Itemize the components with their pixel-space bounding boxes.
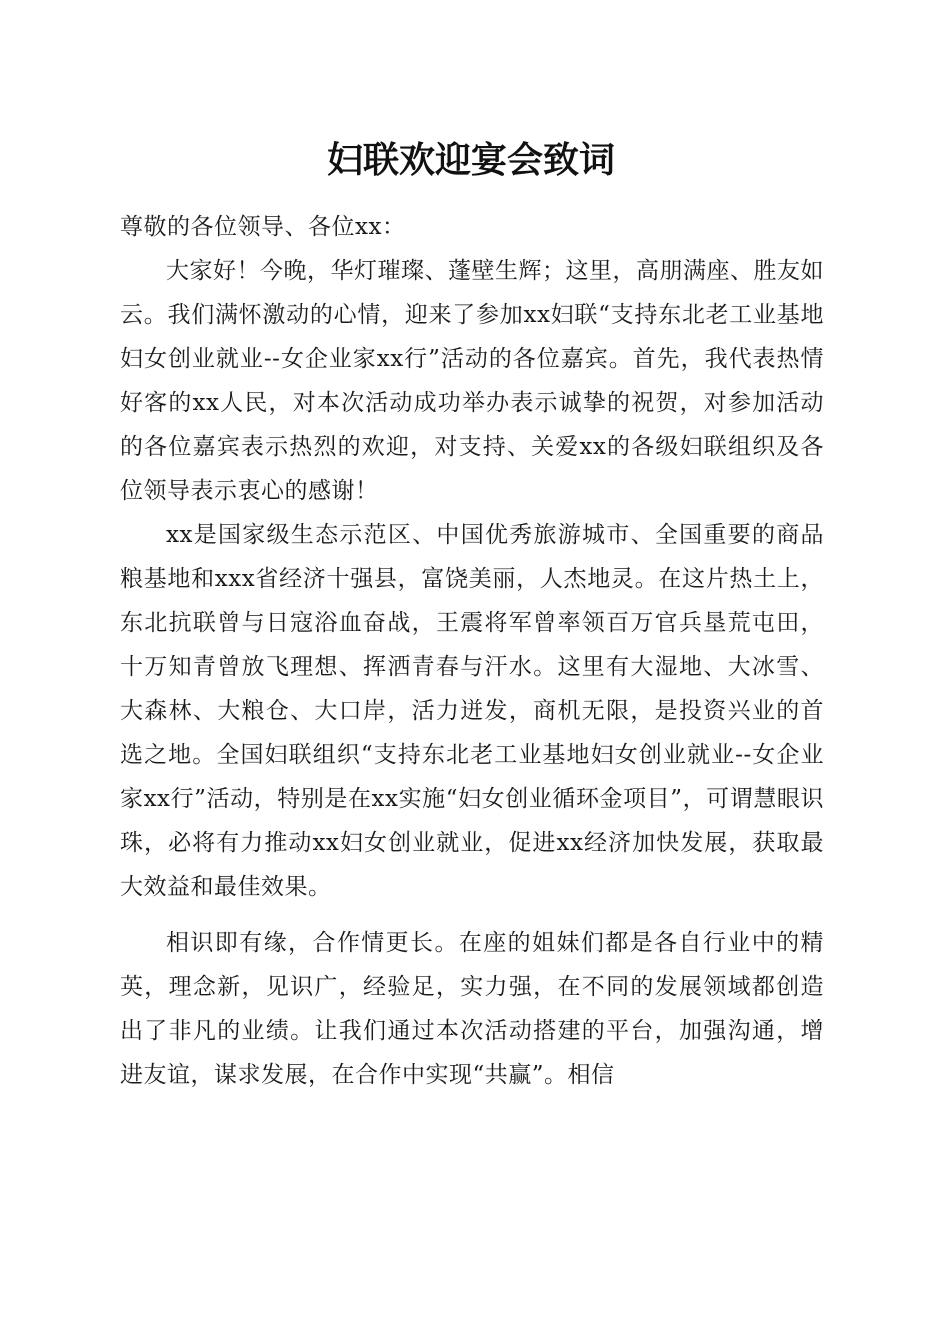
document-title: 妇联欢迎宴会致词 <box>326 139 615 181</box>
paragraph: 大家好！今晚，华灯璀璨、蓬壁生辉；这里，高朋满座、胜友如云。我们满怀激动的心情，迎来了参加xx妇联“支持东北老工业基地妇女创业就业--女企业家xx行”活动的各位嘉宾。首先，我代表热情好客的xx人民，对本次活动成功举办表示诚挚的祝贺，对参加活动的各位嘉宾表示热烈的欢迎，对支持、关爱xx的各级妇联组织及各位领导表示衷心的感谢！ <box>120 258 824 504</box>
paragraph: xx是国家级生态示范区、中国优秀旅游城市、全国重要的商品粮基地和xxx省经济十强县，富饶美丽，人杰地灵。在这片热土上，东北抗联曾与日寇浴血奋战，王震将军曾率领百万官兵垦荒屯田，十万知青曾放飞理想、挥洒青春与汗水。这里有大湿地、大冰雪、大森林、大粮仓、大口岸，活力迸发，商机无限，是投资兴业的首选之地。全国妇联组织“支持东北老工业基地妇女创业就业--女企业家xx行”活动，特别是在xx实施“妇女创业循环金项目”，可谓慧眼识珠，必将有力推动xx妇女创业就业，促进xx经济加快发展，获取最大效益和最佳效果。 <box>120 522 824 900</box>
salutation: 尊敬的各位领导、各位xx： <box>120 214 406 240</box>
paragraph: 相识即有缘，合作情更长。在座的姐妹们都是各自行业中的精英，理念新，见识广，经验足，实力强，在不同的发展领域都创造出了非凡的业绩。让我们通过本次活动搭建的平台，加强沟通，增进友谊，谋求发展，在合作中实现“共赢”。相信 <box>120 930 824 1088</box>
document-body <box>120 205 824 1097</box>
